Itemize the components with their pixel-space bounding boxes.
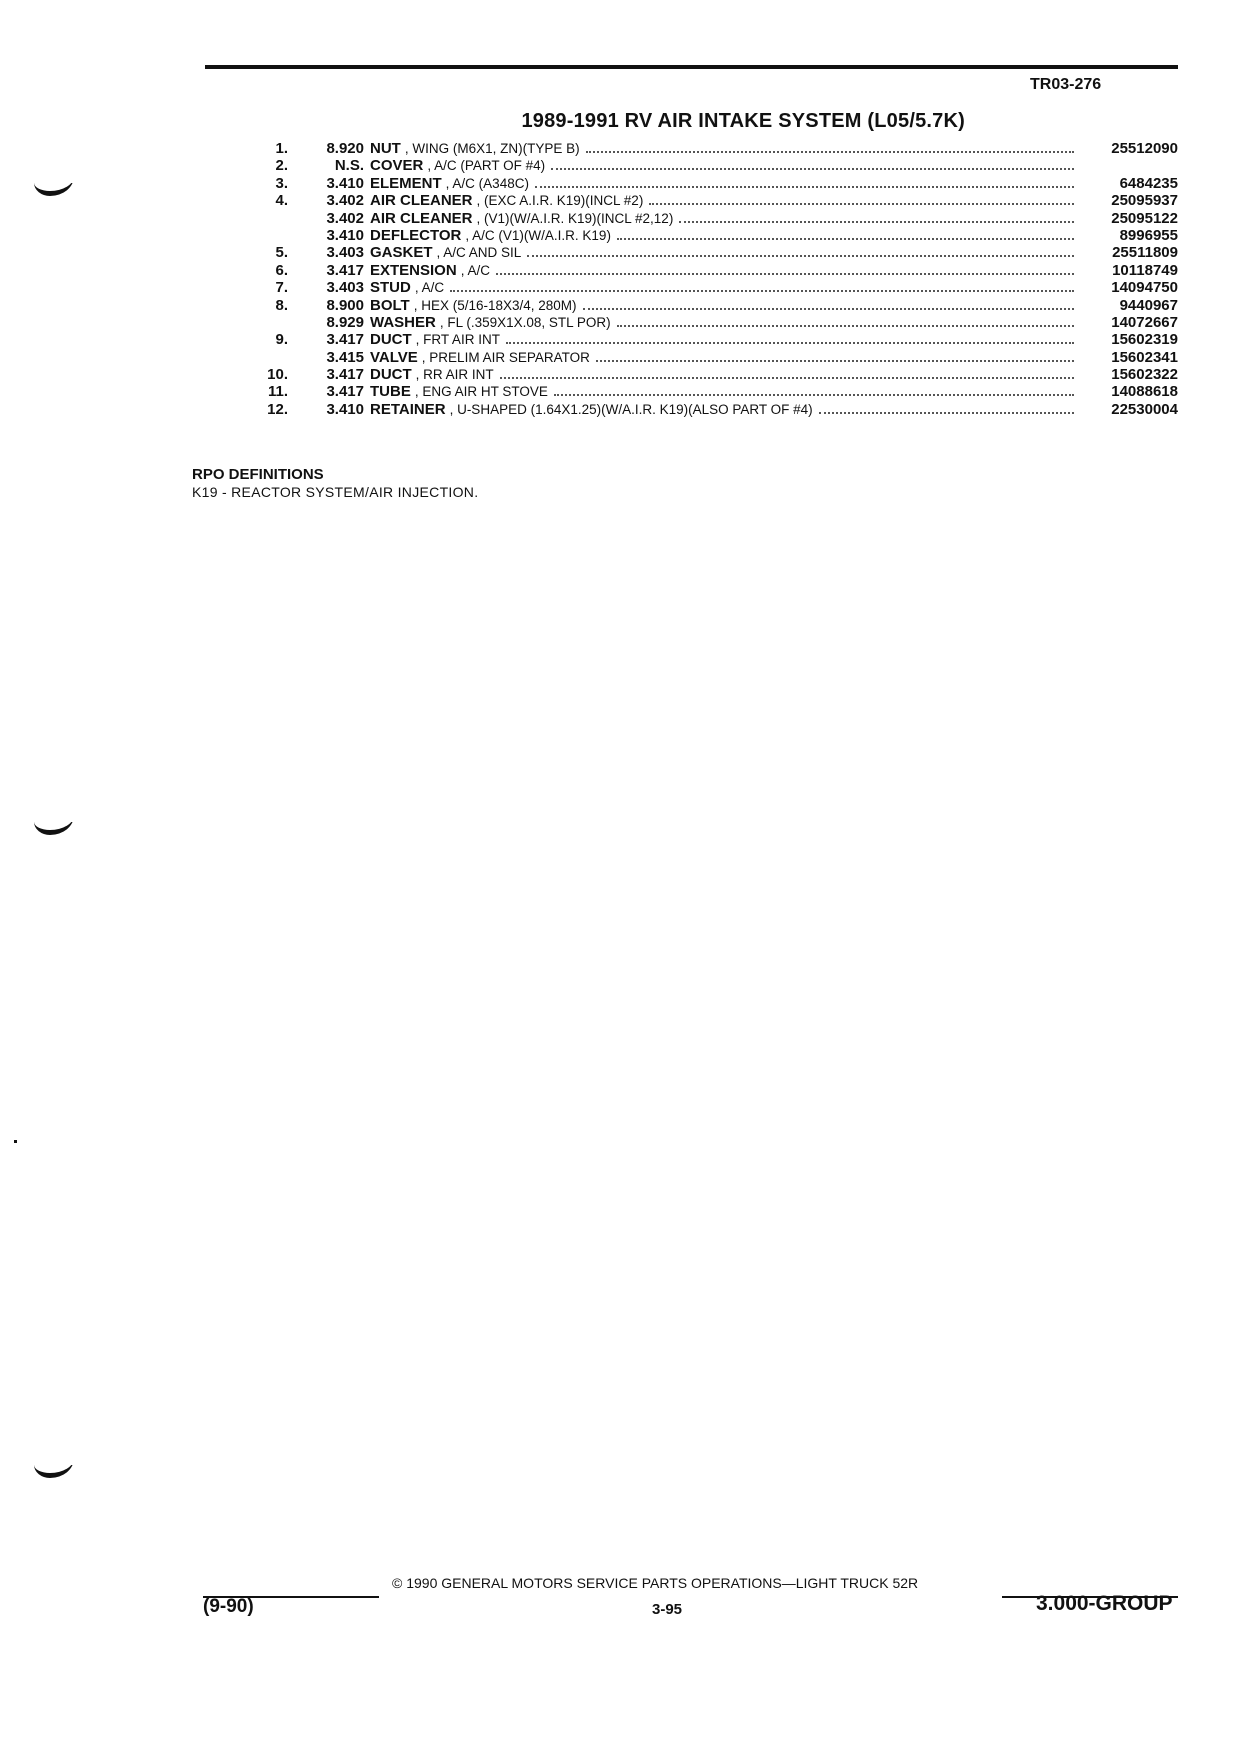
part-name: TUBE [370, 383, 411, 401]
part-number: 14072667 [1111, 313, 1178, 331]
part-description [370, 314, 1084, 331]
parts-row [240, 210, 1178, 227]
group-number: 3.402 [326, 209, 364, 227]
part-name: BOLT [370, 296, 410, 314]
part-name: STUD [370, 279, 411, 297]
part-detail: , RR AIR INT [415, 367, 494, 383]
binder-punch-mark [34, 822, 74, 836]
part-detail: , A/C AND SIL [436, 245, 522, 261]
group-number: N.S. [334, 157, 364, 175]
dot-leader [679, 221, 1074, 223]
dot-leader [551, 168, 1074, 170]
footer-revision: (9-90) [203, 1596, 254, 1617]
part-name: DUCT [370, 331, 412, 349]
dot-leader [583, 308, 1074, 310]
part-name: COVER [370, 157, 424, 175]
part-detail: , FRT AIR INT [415, 332, 500, 348]
parts-row [240, 262, 1178, 279]
item-number: 12. [267, 400, 288, 418]
part-description [370, 140, 1084, 157]
part-description [370, 175, 1084, 192]
group-number: 8.920 [326, 140, 364, 157]
part-description [370, 244, 1084, 261]
item-number: 3. [275, 174, 288, 192]
dot-leader [450, 290, 1074, 292]
dot-leader [554, 394, 1074, 396]
dot-leader [500, 377, 1074, 379]
dot-leader [617, 238, 1074, 240]
part-number: 25512090 [1111, 140, 1178, 157]
parts-row [240, 297, 1178, 314]
part-description [370, 279, 1084, 296]
part-description [370, 192, 1084, 209]
part-detail: , FL (.359X1X.08, STL POR) [439, 314, 611, 330]
item-number: 11. [267, 383, 288, 401]
part-detail: , A/C [460, 262, 490, 278]
part-description [370, 366, 1084, 383]
part-description [370, 383, 1084, 400]
item-number: 8. [275, 296, 288, 314]
item-number: 4. [275, 192, 288, 210]
part-number: 14088618 [1111, 383, 1178, 401]
part-description [370, 401, 1084, 418]
part-name: DEFLECTOR [370, 226, 462, 244]
item-number: 2. [275, 157, 288, 175]
dot-leader [649, 203, 1074, 205]
part-name: AIR CLEANER [370, 192, 473, 210]
item-number: 10. [267, 366, 288, 384]
dot-leader [617, 325, 1074, 327]
rpo-definition: K19 - REACTOR SYSTEM/AIR INJECTION. [192, 484, 479, 500]
group-number: 3.417 [326, 383, 364, 401]
parts-row [240, 157, 1178, 174]
part-number: 25095122 [1111, 209, 1178, 227]
parts-row [240, 366, 1178, 383]
parts-row [240, 244, 1178, 261]
part-detail: , A/C [414, 280, 445, 296]
parts-row [240, 401, 1178, 418]
parts-row [240, 192, 1178, 209]
scan-speck [14, 1140, 17, 1143]
page-title: 1989-1991 RV AIR INTAKE SYSTEM (L05/5.7K) [521, 110, 965, 132]
group-number: 3.410 [326, 174, 364, 192]
item-number: 6. [275, 261, 288, 279]
footer-copyright: © 1990 GENERAL MOTORS SERVICE PARTS OPERATIONS—LIGHT TRUCK 52R [392, 1575, 919, 1591]
parts-row [240, 140, 1178, 157]
part-number: 9440967 [1119, 296, 1178, 314]
part-detail: , A/C (PART OF #4) [427, 158, 546, 174]
part-detail: , U-SHAPED (1.64X1.25)(W/A.I.R. K19)(ALSO PART OF #4) [449, 401, 813, 417]
group-number: 3.417 [326, 331, 364, 349]
dot-leader [586, 151, 1074, 153]
part-name: AIR CLEANER [370, 209, 473, 227]
part-number: 15602322 [1111, 366, 1178, 384]
part-detail: , HEX (5/16-18X3/4, 280M) [413, 297, 577, 313]
dot-leader [527, 255, 1074, 257]
parts-row [240, 349, 1178, 366]
part-description [370, 210, 1084, 227]
part-number: 25095937 [1111, 192, 1178, 210]
binder-punch-mark [34, 183, 74, 197]
group-number: 3.417 [326, 366, 364, 384]
dot-leader [596, 360, 1074, 362]
part-detail: , ENG AIR HT STOVE [414, 384, 548, 400]
group-number: 8.900 [326, 296, 364, 314]
part-name: NUT [370, 140, 401, 157]
binder-punch-mark [34, 1465, 74, 1479]
item-number: 9. [275, 331, 288, 349]
group-number: 3.403 [326, 244, 364, 262]
part-detail: , A/C (A348C) [445, 175, 529, 191]
part-detail: , A/C (V1)(W/A.I.R. K19) [465, 227, 611, 243]
group-number: 3.410 [326, 400, 364, 418]
dot-leader [535, 186, 1074, 188]
part-description [370, 227, 1084, 244]
part-number: 25511809 [1112, 244, 1178, 262]
dot-leader [496, 273, 1074, 275]
group-number: 3.417 [326, 261, 364, 279]
part-description [370, 157, 1084, 174]
reference-id: TR03-276 [1030, 76, 1102, 93]
group-number: 3.402 [326, 192, 364, 210]
parts-list [240, 140, 1178, 418]
part-name: WASHER [370, 313, 436, 331]
group-number: 3.410 [326, 226, 364, 244]
part-number: 22530004 [1111, 400, 1178, 418]
part-description [370, 331, 1084, 348]
part-name: RETAINER [370, 400, 446, 418]
part-number: 6484235 [1119, 174, 1178, 192]
part-detail: , (EXC A.I.R. K19)(INCL #2) [476, 193, 644, 209]
parts-row [240, 175, 1178, 192]
part-name: GASKET [370, 244, 433, 262]
part-name: EXTENSION [370, 261, 457, 279]
dot-leader [819, 412, 1074, 414]
item-number: 1. [275, 140, 288, 157]
part-number: 10118749 [1112, 261, 1178, 279]
part-number: 8996955 [1119, 226, 1178, 244]
part-description [370, 262, 1084, 279]
part-detail: , WING (M6X1, ZN)(TYPE B) [404, 141, 580, 156]
footer-page-number: 3-95 [652, 1601, 683, 1618]
group-number: 3.415 [326, 348, 364, 366]
part-name: VALVE [370, 348, 418, 366]
part-description [370, 297, 1084, 314]
item-number: 7. [275, 279, 288, 297]
part-detail: , (V1)(W/A.I.R. K19)(INCL #2,12) [476, 210, 674, 226]
part-name: DUCT [370, 366, 412, 384]
parts-row [240, 331, 1178, 348]
part-number: 15602319 [1111, 331, 1178, 349]
item-number: 5. [275, 244, 288, 262]
part-name: ELEMENT [370, 174, 442, 192]
top-rule [205, 65, 1178, 69]
group-number: 8.929 [326, 313, 364, 331]
part-description [370, 349, 1084, 366]
part-detail: , PRELIM AIR SEPARATOR [421, 349, 590, 365]
footer-group: 3.000-GROUP [1036, 1592, 1173, 1615]
parts-row [240, 383, 1178, 400]
parts-row [240, 314, 1178, 331]
part-number: 14094750 [1111, 279, 1178, 297]
rpo-heading: RPO DEFINITIONS [192, 466, 324, 483]
dot-leader [506, 342, 1074, 344]
parts-row [240, 279, 1178, 296]
part-number: 15602341 [1111, 348, 1178, 366]
parts-row [240, 227, 1178, 244]
group-number: 3.403 [326, 279, 364, 297]
